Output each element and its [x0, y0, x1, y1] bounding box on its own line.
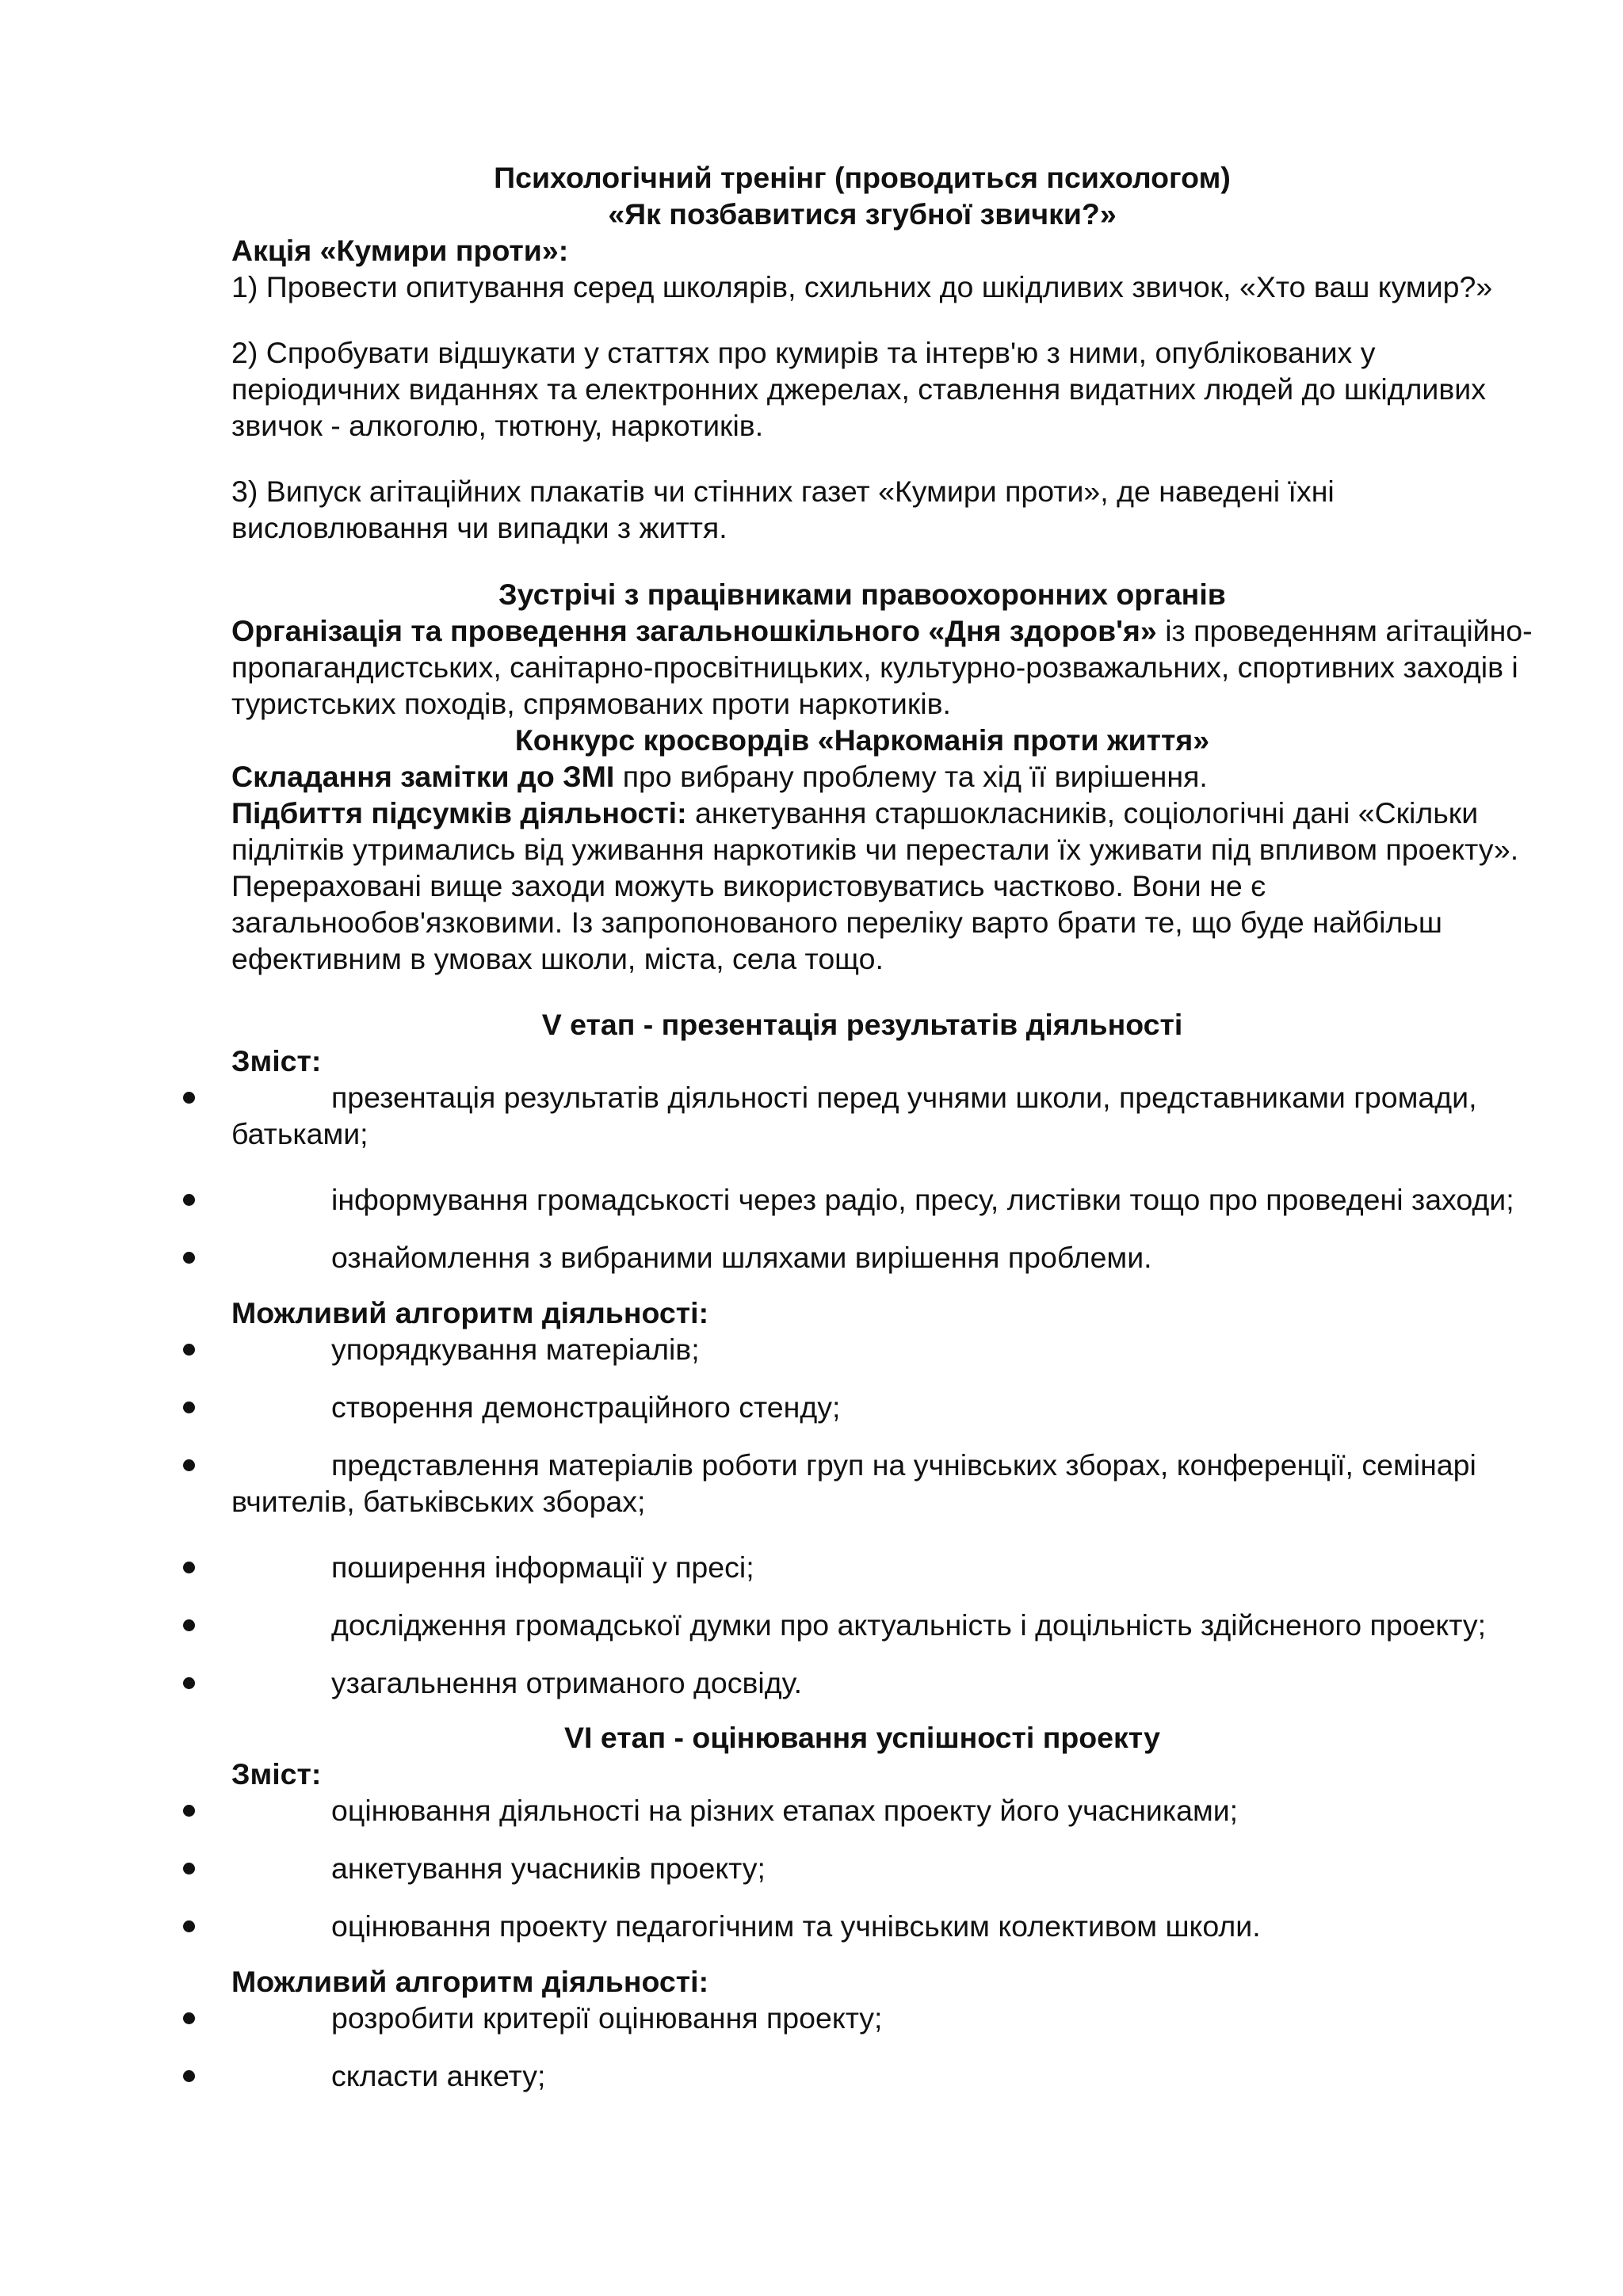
- list-item: поширення інформації у пресі;: [331, 1550, 754, 1584]
- summary-bold: Підбиття підсумків діяльності:: [231, 796, 687, 830]
- stage6-content-label: Зміст:: [231, 1757, 322, 1791]
- health-day-line: пропагандистських, санітарно-просвітницьких, культурно-розважальних, спортивних заходів і: [231, 650, 1518, 684]
- list-item: скласти анкету;: [331, 2059, 546, 2092]
- bullet-icon: [183, 1459, 195, 1471]
- media-note-line: [231, 758, 1531, 795]
- list-item: створення демонстраційного стенду;: [331, 1390, 841, 1424]
- list-item: оцінювання проекту педагогічним та учнівським колективом школи.: [331, 1909, 1261, 1943]
- list-item: упорядкування матеріалів;: [331, 1333, 700, 1366]
- list-item: презентація результатів діяльності перед учнями школи, представниками громади,: [331, 1081, 1477, 1114]
- action-item-3-line: висловлювання чи випадки з життя.: [231, 511, 727, 544]
- stage5-algo-label: Можливий алгоритм діяльності:: [231, 1296, 709, 1329]
- bullet-icon: [183, 1805, 195, 1817]
- summary-line: [231, 795, 1531, 831]
- list-item: оцінювання діяльності на різних етапах проекту його учасниками;: [331, 1794, 1239, 1827]
- stage5-content-label: Зміст:: [231, 1044, 322, 1077]
- health-day-line: [231, 612, 1531, 649]
- stage6-heading: VI етап - оцінювання успішності проекту: [564, 1721, 1160, 1754]
- summary-line: загальнообов'язковими. Із запропонованого переліку варто брати те, що буде найбільш: [231, 906, 1442, 939]
- bullet-icon: [183, 1619, 195, 1631]
- stage5-heading: V етап - презентація результатів діяльності: [541, 1008, 1183, 1041]
- meetings-heading: Зустрічі з працівниками правоохоронних органів: [498, 578, 1226, 611]
- health-day-bold: Організація та проведення загальношкільного «Дня здоров'я»: [231, 614, 1157, 647]
- list-item: дослідження громадської думки про актуальність і доцільність здійсненого проекту;: [331, 1608, 1487, 1642]
- list-item: розробити критерії оцінювання проекту;: [331, 2001, 883, 2035]
- action-item-2-line: звичок - алкоголю, тютюну, наркотиків.: [231, 409, 764, 442]
- bullet-icon: [183, 1677, 195, 1689]
- bullet-icon: [183, 1920, 195, 1932]
- training-title: Психологічний тренінг (проводиться психологом): [494, 161, 1231, 194]
- health-day-line: туристських походів, спрямованих проти наркотиків.: [231, 687, 951, 720]
- bullet-icon: [183, 1194, 195, 1206]
- list-item-continuation: батьками;: [231, 1117, 369, 1150]
- media-note-rest: про вибрану проблему та хід її вирішення.: [614, 760, 1208, 793]
- summary-rest: анкетування старшокласників, соціологічні дані «Скільки: [686, 796, 1479, 830]
- bullet-icon: [183, 2070, 195, 2082]
- bullet-icon: [183, 1863, 195, 1875]
- training-subtitle: «Як позбавитися згубної звички?»: [608, 197, 1117, 231]
- bullet-icon: [183, 1402, 195, 1413]
- bullet-icon: [183, 1562, 195, 1573]
- list-item: ознайомлення з вибраними шляхами вирішення проблеми.: [331, 1241, 1152, 1274]
- summary-line: Перераховані вище заходи можуть використовуватись частково. Вони не є: [231, 869, 1266, 902]
- crossword-heading: Конкурс кросвордів «Наркоманія проти життя»: [514, 723, 1210, 757]
- summary-line: ефективним в умовах школи, міста, села тощо.: [231, 942, 884, 975]
- list-item: анкетування учасників проекту;: [331, 1852, 766, 1885]
- health-day-rest: із проведенням агітаційно-: [1156, 614, 1533, 647]
- stage6-algo-label: Можливий алгоритм діяльності:: [231, 1965, 709, 1998]
- action-item-2-line: 2) Спробувати відшукати у статтях про кумирів та інтерв'ю з ними, опублікованих у: [231, 336, 1376, 369]
- action-item-2-line: періодичних виданнях та електронних джерелах, ставлення видатних людей до шкідливих: [231, 372, 1486, 406]
- bullet-icon: [183, 1344, 195, 1356]
- list-item: узагальнення отриманого досвіду.: [331, 1666, 803, 1699]
- list-item: представлення матеріалів роботи груп на учнівських зборах, конференції, семінарі: [331, 1448, 1476, 1482]
- list-item: інформування громадськості через радіо, пресу, листівки тощо про проведені заходи;: [331, 1183, 1514, 1216]
- bullet-icon: [183, 1092, 195, 1104]
- action-item-3-line: 3) Випуск агітаційних плакатів чи стінних газет «Кумири проти», де наведені їхні: [231, 475, 1335, 508]
- bullet-icon: [183, 2012, 195, 2024]
- action-item-1: 1) Провести опитування серед школярів, схильних до шкідливих звичок, «Хто ваш кумир?»: [231, 270, 1493, 303]
- summary-line: підлітків утримались від уживання наркотиків чи перестали їх уживати під впливом проекту».: [231, 833, 1519, 866]
- bullet-icon: [183, 1252, 195, 1264]
- media-note-bold: Складання замітки до ЗМІ: [231, 760, 615, 793]
- list-item-continuation: вчителів, батьківських зборах;: [231, 1485, 646, 1518]
- action-heading: Акція «Кумири проти»:: [231, 234, 569, 267]
